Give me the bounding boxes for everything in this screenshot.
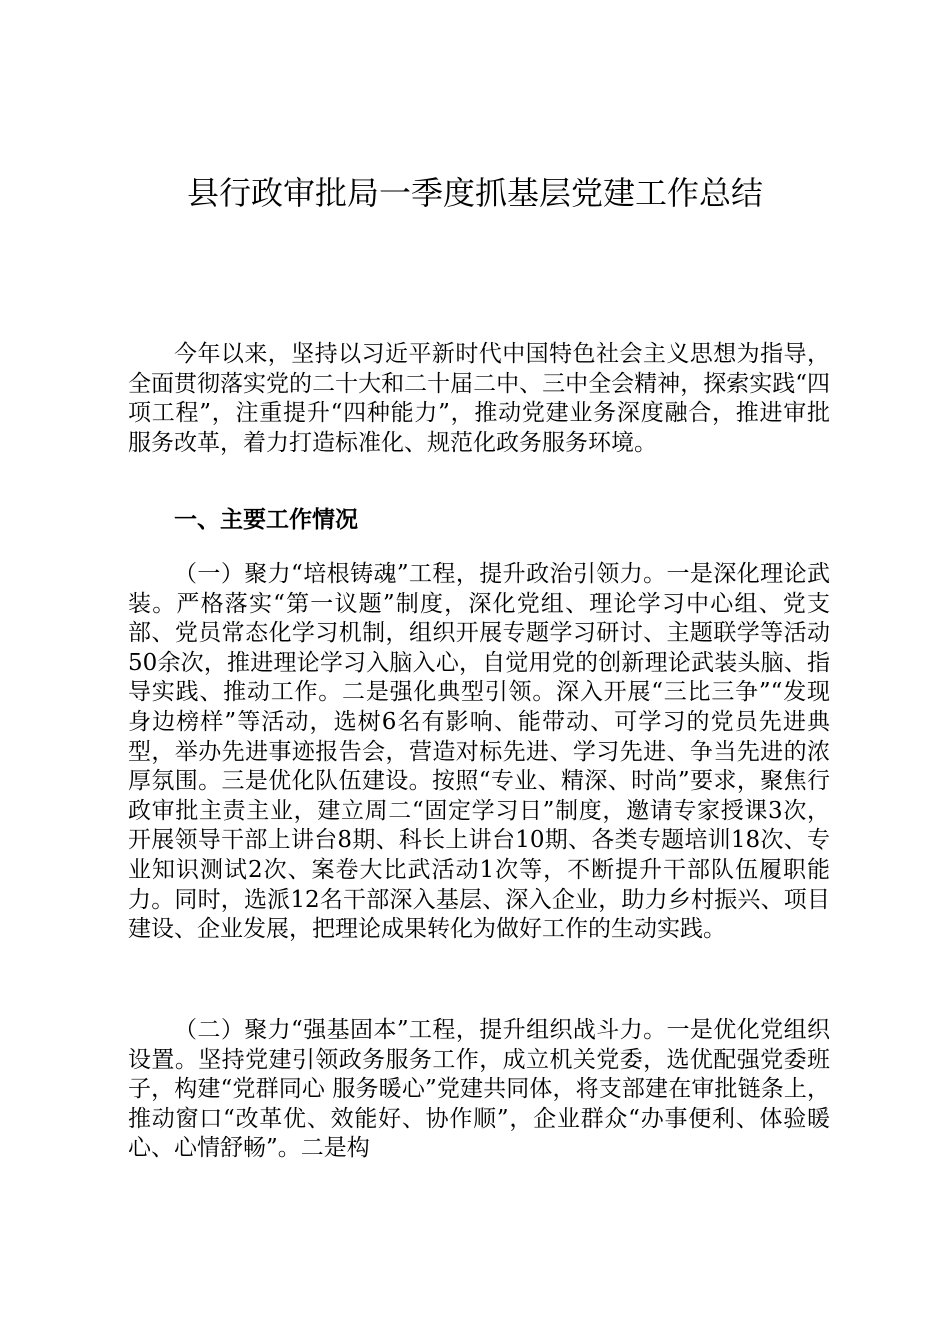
intro-paragraph: 今年以来，坚持以习近平新时代中国特色社会主义思想为指导，全面贯彻落实党的二十大和二十届二中、三中全会精神，探索实践“四项工程”，注重提升“四种能力”，推动党建业务深度融合，推进审批服务改革，着力打造标准化、规范化政务服务环境。: [128, 341, 830, 456]
section-heading: 一、主要工作情况: [174, 507, 358, 533]
body-paragraph-2: （二）聚力“强基固本”工程，提升组织战斗力。一是优化党组织设置。坚持党建引领政务服务工作，成立机关党委，选优配强党委班子，构建“党群同心 服务暖心”党建共同体，将支部建在审批链条上，推动窗口“改革优、效能好、协作顺”，企业群众“办事便利、体验暖心、心情舒畅”。二是构: [128, 1017, 830, 1162]
body-paragraph-1: （一）聚力“培根铸魂”工程，提升政治引领力。一是深化理论武装。严格落实“第一议题”制度，深化党组、理论学习中心组、党支部、党员常态化学习机制，组织开展专题学习研讨、主题联学等活动50余次，推进理论学习入脑入心，自觉用党的创新理论武装头脑、指导实践、推动工作。二是强化典型引领。深入开展“三比三争”“发现身边榜样”等活动，选树6名有影响、能带动、可学习的党员先进典型，举办先进事迹报告会，营造对标先进、学习先进、争当先进的浓厚氛围。三是优化队伍建设。按照“专业、精深、时尚”要求，聚焦行政审批主责主业，建立周二“固定学习日”制度，邀请专家授课3次，开展领导干部上讲台8期、科长上讲台10期、各类专题培训18次、专业知识测试2次、案卷大比武活动1次等，不断提升干部队伍履职能力。同时，选派12名干部深入基层、深入企业，助力乡村振兴、项目建设、企业发展，把理论成果转化为做好工作的生动实践。: [128, 561, 830, 943]
document-title: 县行政审批局一季度抓基层党建工作总结: [186, 174, 763, 212]
